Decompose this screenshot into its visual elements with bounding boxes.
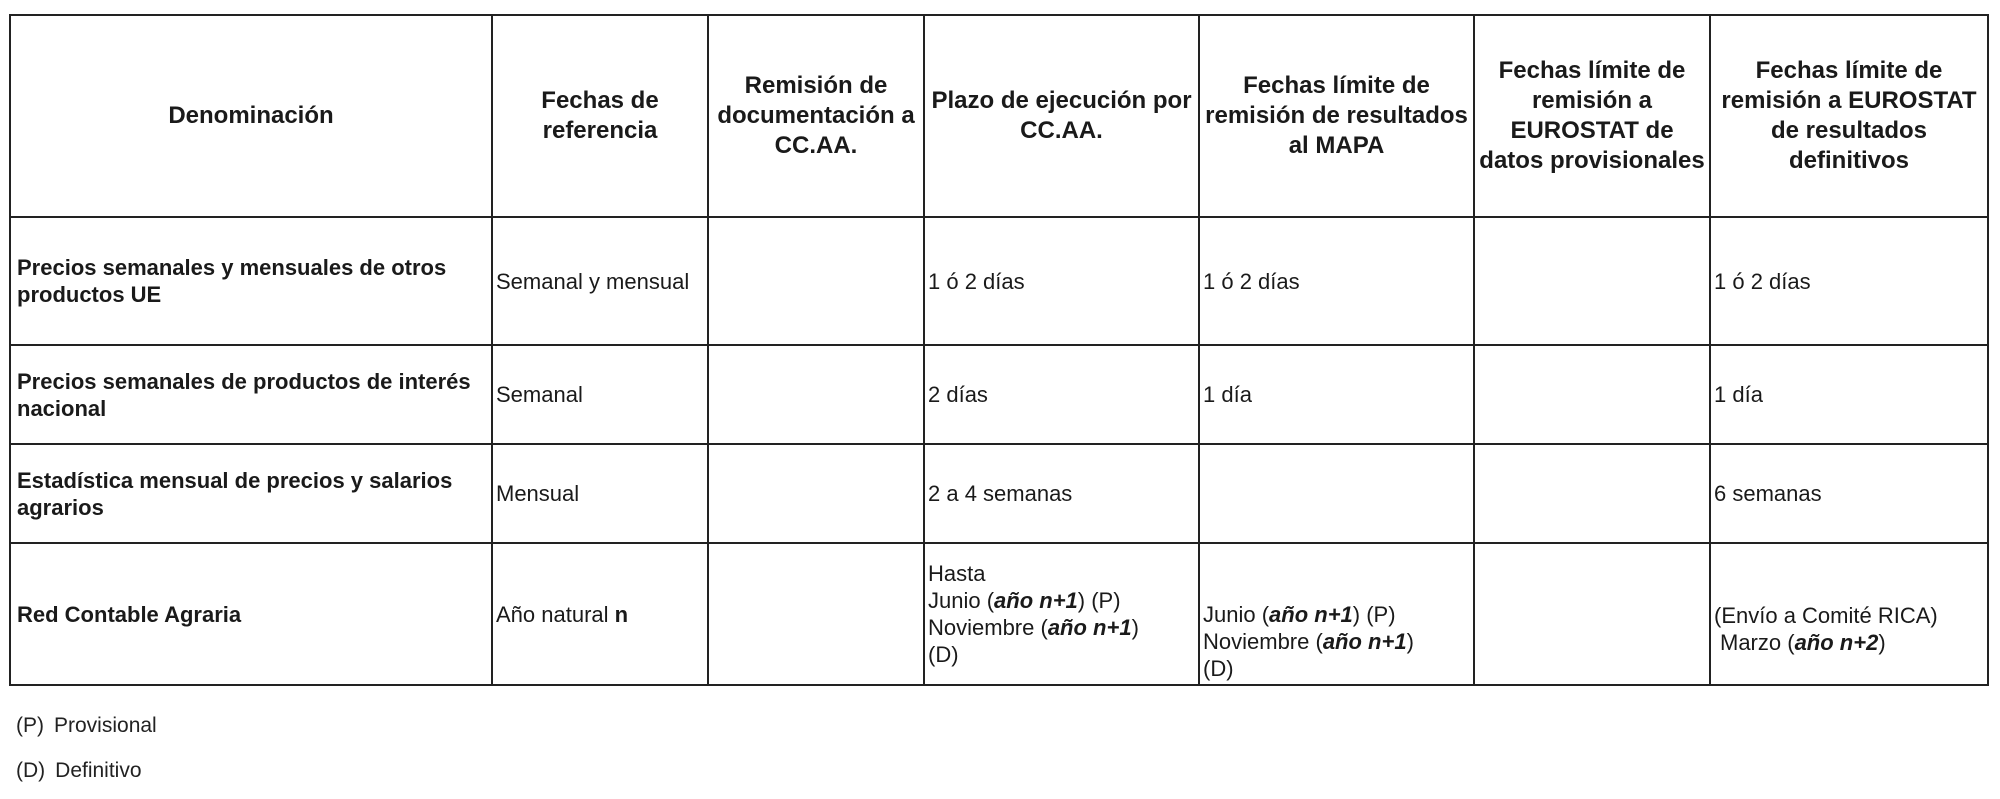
header-remision-documentacion: Remisión de documentación a CC.AA. (708, 15, 924, 217)
table-row (10, 543, 1988, 685)
mapa-noviembre-year: año n+1 (1322, 629, 1407, 654)
cell-plazo-ejecucion: 1 ó 2 días (924, 217, 1199, 345)
mapa-junio-suffix: ) (P) (1352, 602, 1396, 627)
row-name: Precios semanales de productos de interés nacional (10, 345, 492, 444)
plazo-junio-suffix: ) (P) (1077, 588, 1121, 613)
cell-fechas-referencia: Mensual (492, 444, 708, 543)
cell-fechas-referencia (492, 543, 708, 685)
header-eurostat-provisionales: Fechas límite de remisión a EUROSTAT de datos provisionales (1474, 15, 1710, 217)
plazo-junio: Junio ( (928, 588, 995, 613)
plazo-junio-line (928, 587, 1195, 614)
legend-definitivo (16, 758, 142, 784)
cell-eurostat-provisionales (1474, 345, 1710, 444)
cell-fechas-referencia: Semanal (492, 345, 708, 444)
mapa-d: (D) (1203, 656, 1234, 681)
eurostat-marzo-line (1714, 629, 1984, 656)
table-row (10, 444, 1988, 543)
fechas-referencia-text: Año natural (496, 601, 609, 627)
mapa-noviembre-suffix: ) (1406, 629, 1414, 654)
data-table (9, 14, 1989, 686)
cell-remision-documentacion (708, 444, 924, 543)
table-row (10, 217, 1988, 345)
mapa-junio-line (1203, 601, 1470, 628)
cell-remision-documentacion (708, 345, 924, 444)
cell-eurostat-definitivos (1710, 543, 1988, 685)
cell-fechas-referencia: Semanal y mensual (492, 217, 708, 345)
plazo-noviembre-year: año n+1 (1047, 615, 1132, 640)
legend-code: (D) (16, 759, 46, 782)
cell-limite-mapa: 1 día (1199, 345, 1474, 444)
cell-plazo-ejecucion (924, 543, 1199, 685)
table-row (10, 345, 1988, 444)
eurostat-envio: (Envío a Comité RICA) (1714, 603, 1938, 628)
cell-eurostat-provisionales (1474, 444, 1710, 543)
legend-text: Provisional (54, 714, 157, 737)
mapa-junio-year: año n+1 (1269, 602, 1353, 627)
plazo-hasta: Hasta (928, 561, 986, 586)
cell-plazo-ejecucion: 2 a 4 semanas (924, 444, 1199, 543)
header-row (10, 15, 1988, 217)
plazo-d: (D) (928, 642, 959, 667)
row-name: Precios semanales y mensuales de otros productos UE (10, 217, 492, 345)
cell-eurostat-definitivos: 1 ó 2 días (1710, 217, 1988, 345)
cell-limite-mapa (1199, 543, 1474, 685)
legend-text: Definitivo (55, 759, 142, 782)
legend-code: (P) (16, 714, 44, 737)
legend-provisional (16, 713, 157, 739)
cell-eurostat-provisionales (1474, 217, 1710, 345)
mapa-noviembre-line (1203, 628, 1470, 655)
fechas-referencia-n: n (614, 601, 629, 627)
mapa-junio: Junio ( (1203, 602, 1270, 627)
mapa-noviembre: Noviembre ( (1203, 629, 1323, 654)
plazo-noviembre-line (928, 614, 1195, 641)
cell-eurostat-provisionales (1474, 543, 1710, 685)
eurostat-marzo: Marzo ( (1720, 630, 1795, 655)
header-eurostat-definitivos: Fechas límite de remisión a EUROSTAT de resultados definitivos (1710, 15, 1988, 217)
header-limite-mapa: Fechas límite de remisión de resultados al MAPA (1199, 15, 1474, 217)
header-fechas-referencia: Fechas de referencia (492, 15, 708, 217)
row-name: Red Contable Agraria (10, 543, 492, 685)
plazo-noviembre-suffix: ) (1131, 615, 1139, 640)
eurostat-marzo-suffix: ) (1878, 630, 1886, 655)
plazo-junio-year: año n+1 (994, 588, 1078, 613)
header-plazo-ejecucion: Plazo de ejecución por CC.AA. (924, 15, 1199, 217)
plazo-noviembre: Noviembre ( (928, 615, 1048, 640)
header-denominacion: Denominación (10, 15, 492, 217)
cell-plazo-ejecucion: 2 días (924, 345, 1199, 444)
cell-eurostat-definitivos: 6 semanas (1710, 444, 1988, 543)
row-name: Estadística mensual de precios y salarios agrarios (10, 444, 492, 543)
cell-remision-documentacion (708, 217, 924, 345)
eurostat-marzo-year: año n+2 (1794, 630, 1879, 655)
cell-eurostat-definitivos: 1 día (1710, 345, 1988, 444)
cell-limite-mapa (1199, 444, 1474, 543)
cell-remision-documentacion (708, 543, 924, 685)
cell-limite-mapa: 1 ó 2 días (1199, 217, 1474, 345)
